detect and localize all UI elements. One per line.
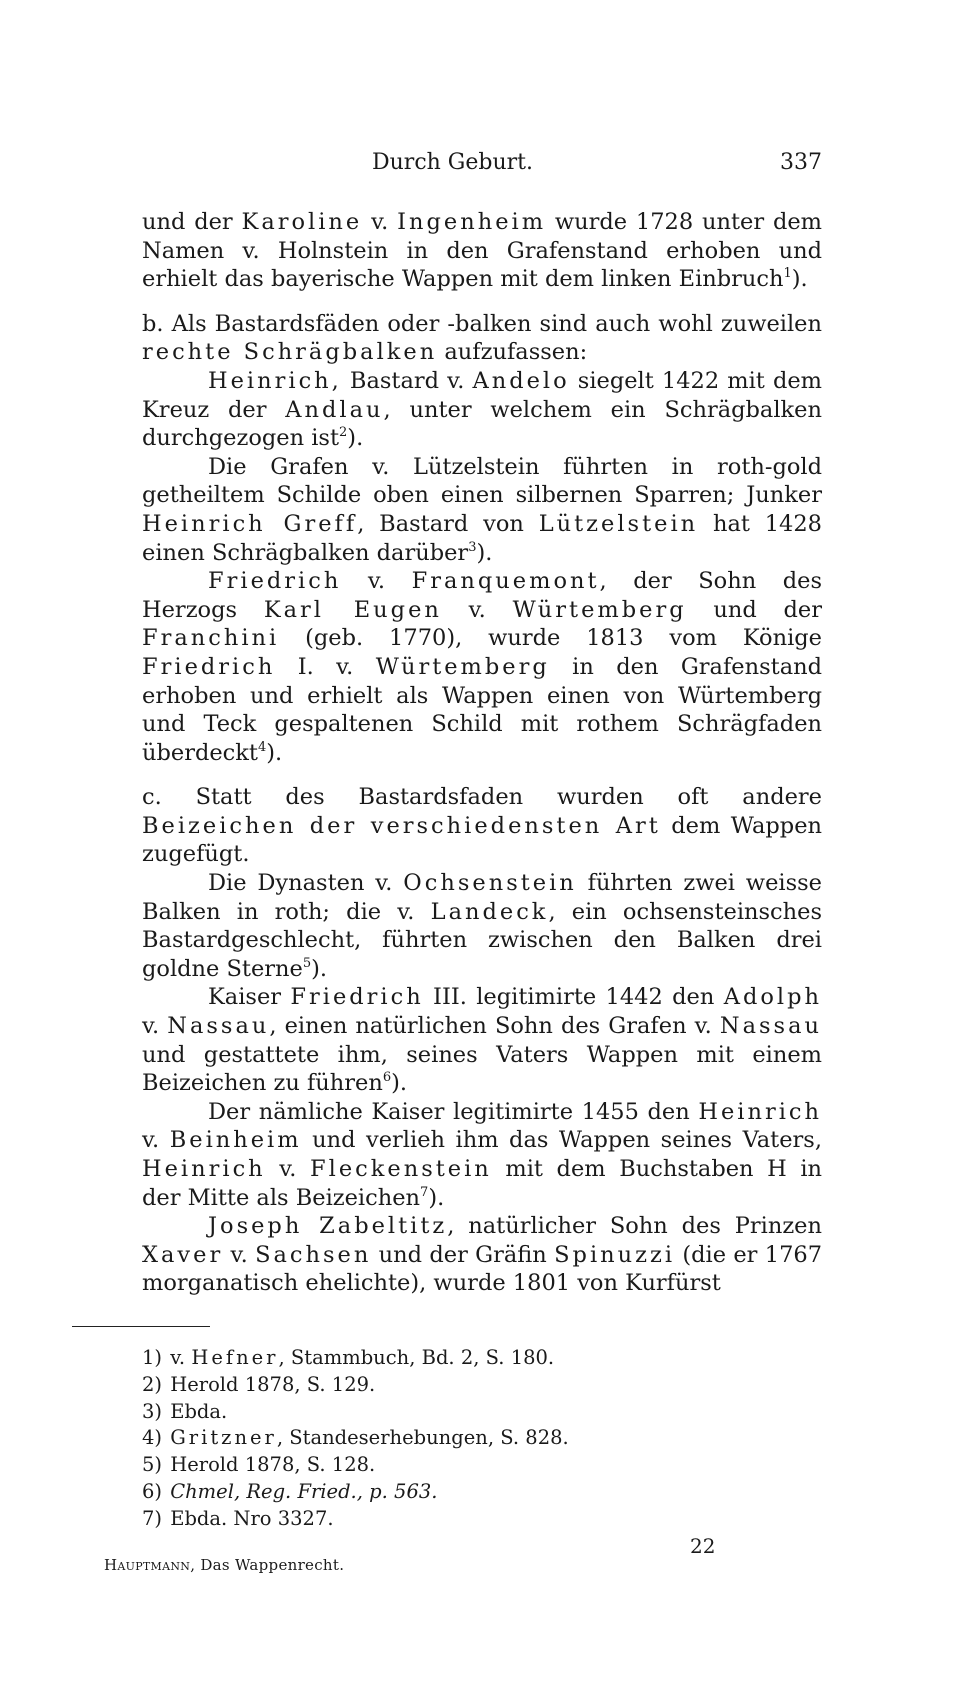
spaced-name: Lützelstein <box>538 510 699 537</box>
footnote <box>142 1506 742 1533</box>
spaced-name: Landeck <box>430 898 549 925</box>
text-run: , Standeserhebungen, S. 828. <box>276 1426 569 1450</box>
paragraph <box>142 983 822 1097</box>
text-run: v. <box>362 209 398 235</box>
spaced-name: Karl Eugen <box>263 596 442 623</box>
spaced-name: Beinheim <box>169 1127 302 1154</box>
text-run: siegelt 1422 mit dem Kreuz der <box>142 367 823 423</box>
text-run: , Stammbuch, Bd. 2, S. 180. <box>278 1346 555 1369</box>
spaced-name: Heinrich, <box>208 367 342 394</box>
text-run: v. <box>441 596 513 623</box>
text-run: Die Dynasten v. <box>208 870 404 897</box>
spaced-name: Joseph Zabeltitz <box>208 1213 448 1240</box>
footnotes <box>142 1345 742 1533</box>
text-run: ). <box>311 955 328 982</box>
text-run: , einen natürlichen Sohn des Grafen v. <box>269 1013 720 1040</box>
paragraph <box>142 783 822 869</box>
footnote-ref: 6 <box>382 1070 392 1086</box>
text-run: , der Sohn des Herzogs <box>142 568 823 623</box>
footnote <box>142 1479 742 1506</box>
footnote-ref: 2 <box>339 425 348 441</box>
spaced-name: Ingenheim <box>397 209 547 235</box>
spaced-name: Friedrich <box>142 653 276 680</box>
text-run: Ebda. <box>170 1399 228 1423</box>
text-run: mit dem Buchstaben H in der Mitte als Beizeichen <box>142 1156 823 1211</box>
footnote-mark: 1) <box>142 1346 163 1369</box>
paragraph <box>142 869 822 983</box>
text-run: , unter welchem ein Schrägbalken durchgezogen ist <box>142 396 822 452</box>
text-run: wurde 1728 unter dem Namen v. Holnstein in den Grafenstand erhoben und erhielt das bayerische Wappen mit dem linken Einbruch <box>142 209 822 293</box>
text-run: v. <box>341 568 412 595</box>
footnote-ref: 1 <box>783 266 792 282</box>
spaced-name: Andlau <box>285 396 384 423</box>
text-run: Kaiser <box>208 984 291 1011</box>
text-run: , ein ochsensteinsches Bastardgeschlecht, führten zwischen den Balken drei goldne Sterne <box>142 898 823 982</box>
footnote <box>142 1425 742 1452</box>
spaced-name: Xaver <box>142 1241 224 1268</box>
text-run: dem Wappen zugefügt. <box>142 812 822 868</box>
text-run: und verlieh ihm das Wappen seines Vaters, <box>301 1127 822 1154</box>
paragraph <box>142 567 822 767</box>
spaced-name: Karoline <box>241 209 363 235</box>
footnote-mark: 2) <box>142 1372 163 1396</box>
spaced-name: Franchini <box>142 625 280 652</box>
spaced-name: Adolph <box>723 984 822 1011</box>
printer-signature: Hauptmann, Das Wappenrecht. <box>104 1556 345 1574</box>
text-run: v. <box>142 1127 170 1154</box>
body-text <box>142 208 822 1298</box>
footnote <box>142 1452 742 1479</box>
paragraph <box>142 1212 822 1298</box>
text-run: ). <box>266 739 283 766</box>
text-run: , natürlicher Sohn des Prinzen <box>447 1213 822 1240</box>
text-run: III. legitimirte 1442 den <box>423 984 724 1011</box>
text-run: Der nämliche Kaiser legitimirte 1455 den <box>208 1098 699 1125</box>
text-run: Die Grafen v. Lützelstein führten in roth-gold getheiltem Schilde oben einen silbernen Sparren; Junker <box>142 453 822 509</box>
footnote-ref: 3 <box>468 539 477 555</box>
footnote-rule <box>72 1326 210 1327</box>
page-number: 337 <box>780 150 822 175</box>
spaced-name: Heinrich Greff <box>142 510 358 537</box>
signature-title: Das Wappenrecht. <box>200 1556 345 1574</box>
text-run: und der Gräfin <box>371 1241 555 1268</box>
paragraph <box>142 453 822 567</box>
spaced-name: Hefner <box>191 1346 279 1369</box>
text-run: c. Statt des Bastardsfaden wurden oft andere <box>142 784 822 811</box>
paragraph <box>142 310 822 367</box>
spaced-name: Beizeichen der verschiedensten Art <box>142 812 661 839</box>
text-run: v. <box>170 1346 192 1369</box>
spaced-name: Nassau <box>719 1013 822 1040</box>
spaced-name: Fleckenstein <box>310 1156 492 1182</box>
italic-text: Chmel, Reg. Fried., p. 563. <box>170 1479 438 1503</box>
footnote <box>142 1399 742 1426</box>
footnote-ref: 7 <box>420 1184 429 1200</box>
paragraph <box>142 1098 822 1212</box>
text-run: v. <box>142 1013 168 1040</box>
footnote <box>142 1372 742 1399</box>
text-run: in den Grafenstand erhoben und erhielt als Wappen einen von Würtemberg und Teck gespaltenen Schild mit rothem Schrägfaden überdeckt <box>142 653 822 766</box>
text-run: aufzufassen: <box>437 339 588 366</box>
spaced-name: Friedrich <box>208 568 342 595</box>
text-run: Bastard v. <box>341 367 473 394</box>
text-run: hat 1428 einen Schrägbalken darüber <box>142 510 823 566</box>
text-run: , Bastard von <box>357 510 539 537</box>
text-run: führten zwei weisse Balken in roth; die v. <box>142 870 822 925</box>
spaced-name: Würtemberg <box>375 653 550 680</box>
paragraph <box>142 208 822 294</box>
footnote <box>142 1345 742 1372</box>
spaced-name: Sachsen <box>255 1241 372 1268</box>
spaced-name: Würtemberg <box>512 596 687 623</box>
text-run: und der <box>686 596 823 623</box>
signature-mark: 22 <box>690 1534 716 1558</box>
spaced-name: Andelo <box>472 367 570 394</box>
text-run: v. <box>223 1241 256 1268</box>
text-run: b. Als Bastardsfäden oder -balken sind auch wohl zuweilen <box>142 310 822 337</box>
spaced-name: Franquemont <box>411 568 600 595</box>
footnote-mark: 4) <box>142 1426 163 1450</box>
text-run: und gestattete ihm, seines Vaters Wappen mit einem Beizeichen zu führen <box>142 1041 822 1097</box>
signature-author: Hauptmann <box>104 1556 191 1574</box>
footnote-mark: 3) <box>142 1399 163 1423</box>
spaced-name: Ochsenstein <box>403 870 577 897</box>
spaced-name: Gritzner <box>170 1426 277 1450</box>
footnote-mark: 5) <box>142 1453 163 1477</box>
text-run: v. <box>265 1156 311 1182</box>
text-run: ). <box>391 1070 408 1097</box>
text-run: und der <box>142 209 242 235</box>
running-head <box>142 150 822 180</box>
text-run: (geb. 1770), wurde 1813 vom Könige <box>279 625 822 652</box>
spaced-name: Spinuzzi <box>554 1241 676 1268</box>
spaced-name: Heinrich <box>142 1156 266 1182</box>
spaced-name: Nassau <box>167 1013 270 1040</box>
footnote-ref: 5 <box>302 955 312 971</box>
spaced-name: rechte Schrägbalken <box>142 339 438 366</box>
running-title: Durch Geburt. <box>372 150 534 175</box>
spaced-name: Heinrich <box>698 1098 822 1125</box>
text-run: ). <box>428 1184 445 1211</box>
text-run: ). <box>347 425 364 452</box>
text-run: Ebda. Nro 3327. <box>170 1506 334 1530</box>
spaced-name: Friedrich <box>290 984 424 1011</box>
text-run: Herold 1878, S. 129. <box>170 1372 376 1396</box>
paragraph <box>142 367 822 453</box>
footnote-mark: 6) <box>142 1479 163 1503</box>
footnote-mark: 7) <box>142 1506 163 1530</box>
text-run: (die er 1767 morganatisch ehelichte), wurde 1801 von Kurfürst <box>142 1241 823 1297</box>
text-run: ). <box>791 266 808 293</box>
footnote-ref: 4 <box>257 739 267 755</box>
text-run: ). <box>476 539 493 566</box>
text-run: Herold 1878, S. 128. <box>170 1453 376 1477</box>
text-run: I. v. <box>275 653 376 680</box>
